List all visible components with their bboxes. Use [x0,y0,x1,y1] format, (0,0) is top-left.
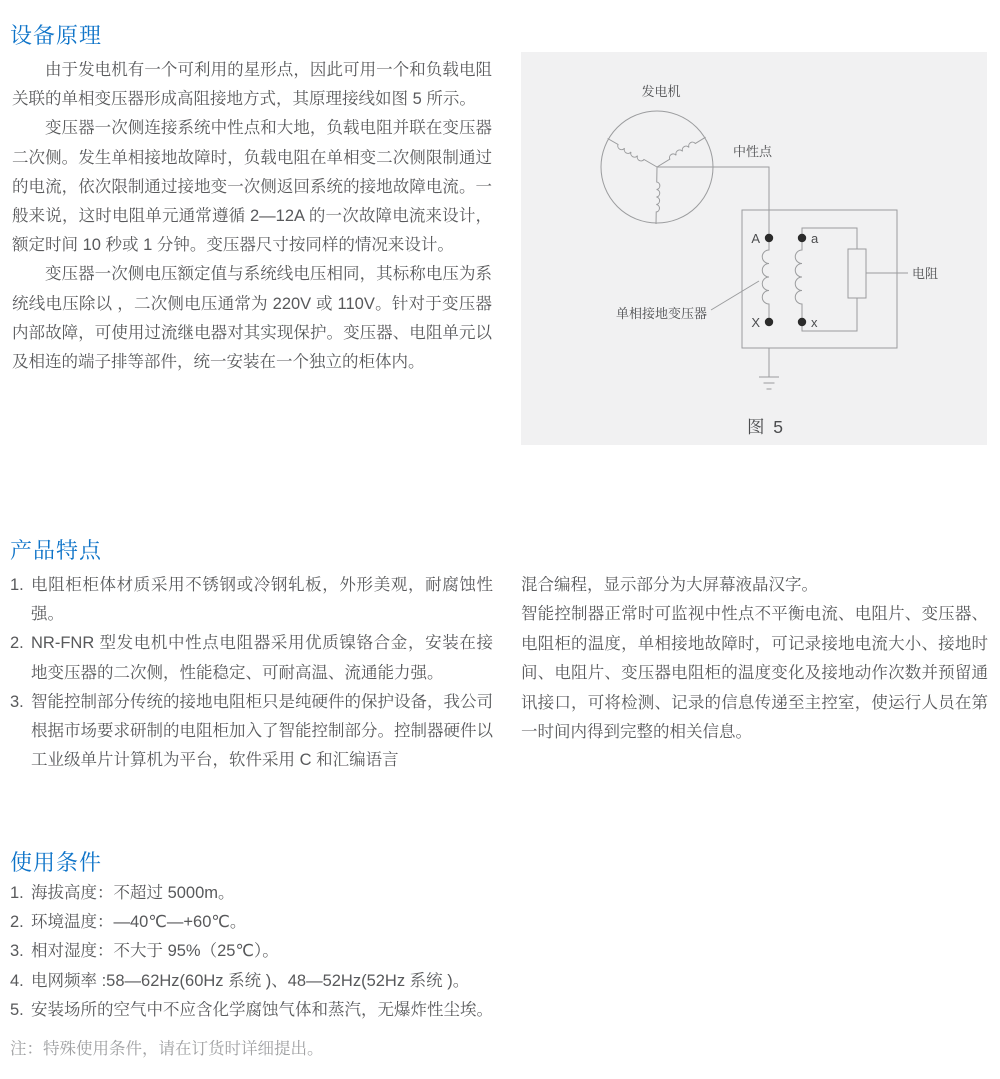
list-item-number: 5. [10,1000,24,1019]
transformer-leader-line [711,281,759,310]
section-title-usage-conditions: 使用条件 [10,850,103,875]
terminal-dot-A [765,234,773,242]
paragraph: 混合编程，显示部分为大屏幕液晶汉字。 [521,576,818,594]
terminal-dot-a [798,234,806,242]
figure-5-panel [521,52,987,445]
usage-conditions-list [10,879,710,1025]
product-features-continued [521,571,988,747]
device-principle-text [12,56,492,377]
list-item-text: 电网频率 :58—62Hz(60Hz 系统 )、48—52Hz(52Hz 系统 )。 [31,971,470,990]
secondary-winding [795,238,802,322]
terminal-label-a: a [811,231,819,246]
transformer-label: 单相接地变压器 [615,306,707,321]
list-item-text: 相对湿度：不大于 95%（25℃）。 [31,942,279,961]
paragraph: 变压器一次侧电压额定值与系统线电压相同，其标称电压为系统线电压除以 ，二次侧电压通常为 220V 或 110V。针对于变压器内部故障，可使用过流继电器对其实现保护。变压器、电阻单元以及相连的端子排等部件，统一安装在一个独立的柜体内。 [12,265,492,372]
primary-winding [762,238,769,322]
list-item-number: 1. [10,576,24,594]
terminal-label-A: A [751,231,760,246]
paragraph: 变压器一次侧连接系统中性点和大地，负载电阻并联在变压器二次侧。发生单相接地故障时，负载电阻在单相变二次侧限制通过的电流，依次限制通过接地变一次侧返回系统的接地故障电流。一般来说，这时电阻单元通常遵循 2—12A 的一次故障电流来设计，额定时间 10 秒或 1 分钟。变压器尺寸按同样的情况来设计。 [12,119,492,255]
list-item-number: 1. [10,884,24,902]
list-item-text: 海拔高度：不超过 5000m。 [31,884,235,902]
list-item [10,908,710,937]
resistor-symbol [848,249,866,298]
ground-symbol [759,348,779,389]
neutral-label: 中性点 [733,144,773,159]
list-item-number: 2. [10,913,24,932]
list-item-number: 3. [10,942,24,961]
list-item [10,937,710,966]
product-features-list [10,571,493,775]
list-item-text: 环境温度：—40℃—+60℃。 [31,913,247,932]
section-title-device-principle: 设备原理 [10,23,103,48]
list-item [10,996,710,1025]
neutral-wire [657,167,769,238]
list-item [10,629,493,687]
generator-windings [606,135,706,225]
section-title-product-features: 产品特点 [10,538,103,563]
list-item [10,967,710,996]
paragraph: 智能控制器正常时可监视中性点不平衡电流、电阻片、变压器、电阻柜的温度，单相接地故障时，可记录接地电流大小、接地时间、电阻片、变压器电阻柜的温度变化及接地动作次数并预留通讯接口，可将检测、记录的信息传递至主控室，使运行人员在第一时间内得到完整的相关信息。 [521,605,988,742]
transformer-box [742,210,897,348]
terminal-dot-X [765,318,773,326]
list-item-number: 2. [10,634,24,653]
list-item [10,688,493,776]
terminal-dot-x [798,318,806,326]
list-item-text: 电阻柜柜体材质采用不锈钢或冷钢轧板，外形美观，耐腐蚀性强。 [31,576,493,624]
figure-caption: 图 5 [746,417,786,437]
list-item-text: 安装场所的空气中不应含化学腐蚀气体和蒸汽，无爆炸性尘埃。 [31,1000,493,1019]
paragraph: 由于发电机有一个可利用的星形点，因此可用一个和负载电阻关联的单相变压器形成高阻接地方式，其原理接线如图 5 所示。 [12,61,492,109]
resistor-label: 电阻 [912,266,939,281]
terminal-label-X: X [751,315,760,330]
list-item-number: 4. [10,971,24,990]
list-item-text: 智能控制部分传统的接地电阻柜只是纯硬件的保护设备，我公司根据市场要求研制的电阻柜加入了智能控制部分。控制器硬件以工业级单片计算机为平台，软件采用 C 和汇编语言 [31,692,493,770]
list-item-number: 3. [10,692,24,711]
list-item [10,571,493,629]
special-conditions-note: 注：特殊使用条件，请在订货时详细提出。 [10,1040,324,1058]
list-item [10,879,710,908]
circuit-diagram [521,52,987,445]
generator-label: 发电机 [641,84,681,99]
list-item-text: NR-FNR 型发电机中性点电阻器采用优质镍铬合金，安装在接地变压器的二次侧，性能稳定、可耐高温、流通能力强。 [31,634,493,682]
terminal-label-x: x [811,315,818,330]
